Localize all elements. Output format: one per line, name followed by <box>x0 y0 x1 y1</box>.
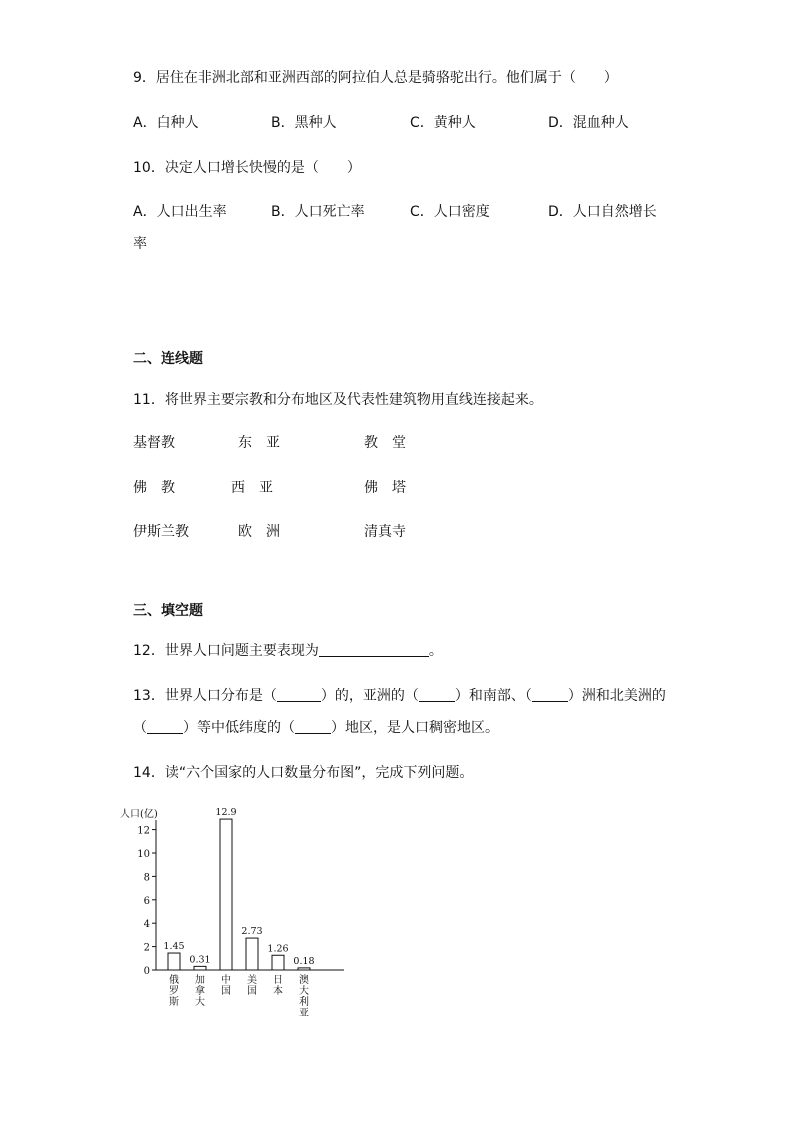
q10-option-b: B．人口死亡率 <box>271 204 365 220</box>
x-category-label: 斯 <box>169 997 179 1008</box>
x-category-label: 加 <box>195 975 205 986</box>
x-category-label: 大 <box>195 997 205 1008</box>
q10-option-c: C．人口密度 <box>410 204 490 220</box>
section-heading-matching: 二、连线题 <box>133 351 203 367</box>
bar <box>246 938 258 970</box>
x-category-label: 本 <box>273 986 283 997</box>
q13-text: 13．世界人口分布是（ <box>133 688 277 704</box>
y-tick-label: 12 <box>137 825 150 837</box>
bar <box>298 968 310 970</box>
q10-option-a: A．人口出生率 <box>133 204 227 220</box>
q9-option-c: C．黄种人 <box>410 115 476 131</box>
q13-blank[interactable] <box>419 687 455 702</box>
bar-value-label: 1.45 <box>163 941 185 953</box>
q14-stem: 14．读“六个国家的人口数量分布图”，完成下列问题。 <box>133 765 474 781</box>
x-category-label: 澳 <box>299 975 309 986</box>
q9-option-b: B．黑种人 <box>271 115 337 131</box>
q11-religion: 基督教 <box>133 435 175 451</box>
q11-region: 西 亚 <box>231 480 273 496</box>
q11-religion: 伊斯兰教 <box>133 524 189 540</box>
bar-value-label: 1.26 <box>267 943 289 955</box>
q13-text: （ <box>133 720 147 736</box>
bar <box>272 955 284 970</box>
bar <box>168 953 180 970</box>
q11-religion: 佛 教 <box>133 480 175 496</box>
bar <box>220 819 232 970</box>
q10-option-d: D．人口自然增长 <box>548 204 657 220</box>
y-tick-label: 2 <box>143 942 150 954</box>
x-category-label: 亚 <box>299 1008 309 1019</box>
bar-value-label: 0.18 <box>293 955 315 967</box>
q11-region: 欧 洲 <box>238 524 280 540</box>
q13-text: ）和南部、（ <box>454 688 532 704</box>
q13-blank[interactable] <box>532 687 568 702</box>
bar-value-label: 0.31 <box>189 954 211 966</box>
q13-text: ）洲和北美洲的 <box>567 688 666 704</box>
x-category-label: 大 <box>299 986 309 997</box>
bar-value-label: 2.73 <box>241 926 263 938</box>
x-category-label: 俄 <box>169 975 179 986</box>
population-bar-chart <box>120 800 360 1025</box>
x-category-label: 中 <box>221 975 231 986</box>
q13-blank[interactable] <box>277 687 321 702</box>
q11-building: 教 堂 <box>364 435 406 451</box>
x-category-label: 利 <box>299 997 309 1008</box>
x-category-label: 美 <box>247 975 257 986</box>
q12-suffix: 。 <box>428 643 443 659</box>
q11-stem: 11．将世界主要宗教和分布地区及代表性建筑物用直线连接起来。 <box>133 392 543 408</box>
q12-prefix: 12．世界人口问题主要表现为 <box>133 643 319 659</box>
y-tick-label: 8 <box>143 872 150 884</box>
q11-building: 清真寺 <box>364 524 406 540</box>
q9-stem: 9．居住在非洲北部和亚洲西部的阿拉伯人总是骑骆驼出行。他们属于（ ） <box>133 70 618 86</box>
y-tick-label: 10 <box>137 849 150 860</box>
q12-line <box>133 640 443 660</box>
q12-blank[interactable] <box>319 642 429 657</box>
section-heading-fill: 三、填空题 <box>133 603 203 619</box>
bar-value-label: 12.9 <box>215 807 237 819</box>
x-category-label: 日 <box>273 975 283 986</box>
q9-option-d: D．混血种人 <box>548 115 629 131</box>
x-category-label: 国 <box>221 986 231 997</box>
q13-text: ）等中低纬度的（ <box>183 720 295 736</box>
y-tick-label: 4 <box>143 919 150 931</box>
q11-region: 东 亚 <box>238 435 280 451</box>
x-category-label: 国 <box>247 986 257 997</box>
y-tick-label: 0 <box>143 966 150 977</box>
bar <box>194 966 206 970</box>
q10-stem: 10．决定人口增长快慢的是（ ） <box>133 160 361 176</box>
y-tick-label: 6 <box>143 895 150 907</box>
x-category-label: 罗 <box>169 986 179 997</box>
q13-line1 <box>133 685 666 705</box>
x-category-label: 拿 <box>195 986 205 997</box>
q11-building: 佛 塔 <box>364 480 406 496</box>
q13-blank[interactable] <box>295 719 331 734</box>
q13-blank[interactable] <box>147 719 183 734</box>
y-axis-label: 人口(亿) <box>120 809 158 820</box>
q13-text: ）的，亚洲的（ <box>320 688 419 704</box>
q13-line2 <box>133 717 499 737</box>
q13-text: ）地区，是人口稠密地区。 <box>331 720 499 736</box>
q9-option-a: A．白种人 <box>133 115 199 131</box>
q10-option-d-wrap: 率 <box>133 236 147 252</box>
